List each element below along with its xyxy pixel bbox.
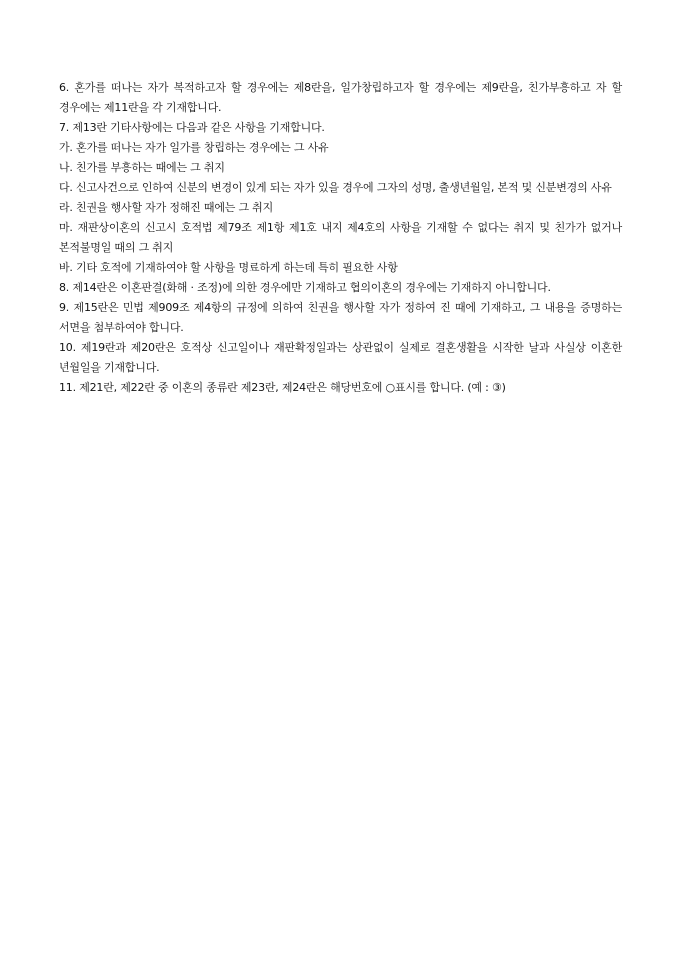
instruction-item-11: 11. 제21란, 제22란 중 이혼의 종류란 제23란, 제24란은 해당번호에 ○표시를 합니다. (예 : ③) <box>59 381 506 394</box>
instruction-text-block <box>59 78 622 398</box>
instruction-subitem-ma: 마. 재판상이혼의 신고시 호적법 제79조 제1항 제1호 내지 제4호의 사항을 기재할 수 없다는 취지 및 친가가 없거나 본적불명일 때의 그 취지 <box>59 221 622 254</box>
instruction-subitem-ra: 라. 친권을 행사할 자가 정해진 때에는 그 취지 <box>59 201 274 214</box>
instruction-item-8: 8. 제14란은 이혼판결(화해 · 조정)에 의한 경우에만 기재하고 협의이혼의 경우에는 기재하지 아니합니다. <box>59 281 551 294</box>
instruction-subitem-ba: 바. 기타 호적에 기재하여야 할 사항을 명료하게 하는데 특히 필요한 사항 <box>59 261 398 274</box>
instruction-subitem-ga: 가. 혼가를 떠나는 자가 일가를 창립하는 경우에는 그 사유 <box>59 141 329 154</box>
instruction-item-9: 9. 제15란은 민법 제909조 제4항의 규정에 의하여 친권을 행사할 자가 정하여 진 때에 기재하고, 그 내용을 증명하는 서면을 첨부하여야 합니다. <box>59 301 622 334</box>
instruction-item-6: 6. 혼가를 떠나는 자가 복적하고자 할 경우에는 제8란을, 일가창립하고자 할 경우에는 제9란을, 친가부흥하고 자 할 경우에는 제11란을 각 기재합니다. <box>59 81 622 114</box>
instruction-item-10: 10. 제19란과 제20란은 호적상 신고일이나 재판확정일과는 상관없이 실제로 결혼생활을 시작한 날과 사실상 이혼한 년월일을 기재합니다. <box>59 341 622 374</box>
instruction-subitem-da: 다. 신고사건으로 인하여 신분의 변경이 있게 되는 자가 있을 경우에 그자의 성명, 출생년월일, 본적 및 신분변경의 사유 <box>59 181 612 194</box>
instruction-subitem-na: 나. 친가를 부흥하는 때에는 그 취지 <box>59 161 225 174</box>
instruction-item-7: 7. 제13란 기타사항에는 다음과 같은 사항을 기재합니다. <box>59 121 325 134</box>
